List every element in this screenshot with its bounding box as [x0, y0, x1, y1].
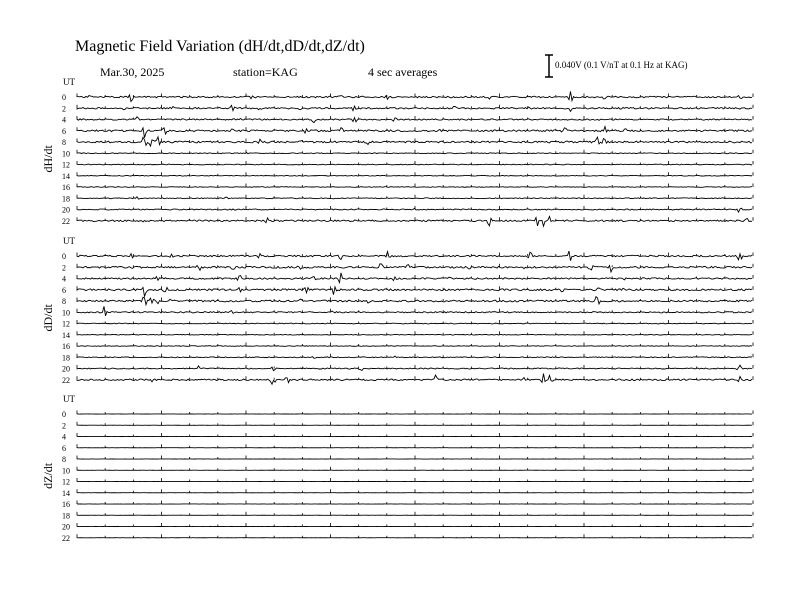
trace-line — [77, 306, 752, 316]
trace-line — [77, 216, 752, 226]
ut-label: UT — [63, 77, 75, 87]
hour-label: 8 — [62, 138, 66, 147]
trace-line — [77, 187, 752, 188]
hour-label: 10 — [62, 308, 70, 318]
hour-label: 10 — [62, 149, 70, 159]
hour-label: 22 — [62, 375, 70, 385]
hour-label: 18 — [62, 511, 70, 521]
panel-dD-dt — [41, 236, 753, 385]
hour-label: 14 — [62, 488, 70, 498]
component-label: dZ/dt — [41, 462, 55, 489]
component-label: dD/dt — [41, 304, 55, 332]
scale-bar — [545, 55, 553, 77]
hour-label: 2 — [62, 421, 66, 431]
hour-label: 6 — [62, 285, 66, 295]
averaging-label: 4 sec averages — [368, 65, 438, 79]
station-label: station=KAG — [233, 65, 298, 79]
component-label: dH/dt — [41, 145, 55, 173]
trace-line — [77, 117, 752, 123]
trace-line — [77, 137, 752, 146]
trace-line — [77, 164, 752, 165]
hour-label: 6 — [62, 443, 66, 453]
hour-label: 22 — [62, 533, 70, 543]
hour-label: 14 — [62, 171, 70, 181]
hour-label: 4 — [62, 115, 66, 125]
hour-label: 18 — [62, 353, 70, 363]
date-label: Mar.30, 2025 — [100, 65, 165, 79]
hour-label: 2 — [62, 104, 66, 114]
ut-label: UT — [63, 394, 75, 404]
trace-line — [77, 197, 752, 199]
hour-label: 2 — [62, 263, 66, 273]
hour-label: 4 — [62, 274, 66, 284]
trace-line — [77, 175, 752, 176]
trace-line — [77, 297, 752, 305]
trace-line — [77, 323, 752, 324]
hour-label: 10 — [62, 466, 70, 476]
trace-line — [77, 334, 752, 335]
hour-label: 20 — [62, 364, 70, 374]
hour-label: 0 — [62, 93, 66, 102]
trace-line — [77, 365, 752, 370]
trace-line — [77, 127, 752, 138]
hour-label: 16 — [62, 342, 70, 351]
hour-label: 20 — [62, 522, 70, 532]
hour-label: 12 — [62, 477, 70, 487]
trace-line — [77, 356, 752, 358]
trace-line — [77, 152, 752, 153]
ut-label: UT — [63, 236, 75, 246]
hour-label: 22 — [62, 216, 70, 226]
trace-line — [77, 208, 752, 212]
hour-label: 18 — [62, 194, 70, 204]
trace-line — [77, 287, 752, 296]
trace-line — [77, 251, 752, 261]
trace-line — [77, 91, 752, 101]
hour-label: 0 — [62, 410, 66, 419]
hour-label: 4 — [62, 432, 66, 442]
panel-dH-dt — [41, 77, 753, 226]
hour-label: 12 — [62, 319, 70, 329]
trace-line — [77, 105, 752, 111]
chart-title: Magnetic Field Variation (dH/dt,dD/dt,dZ/dt) — [75, 38, 365, 55]
hour-label: 16 — [62, 500, 70, 509]
hour-label: 6 — [62, 126, 66, 136]
hour-label: 14 — [62, 330, 70, 340]
panel-dZ-dt — [41, 394, 753, 543]
trace-line — [77, 264, 752, 272]
scale-note: 0.040V (0.1 V/nT at 0.1 Hz at KAG) — [555, 60, 688, 70]
trace-line — [77, 374, 752, 385]
hour-label: 8 — [62, 297, 66, 306]
hour-label: 0 — [62, 252, 66, 261]
trace-line — [77, 273, 752, 283]
hour-label: 16 — [62, 183, 70, 192]
hour-label: 12 — [62, 160, 70, 170]
hour-label: 20 — [62, 205, 70, 215]
trace-line — [77, 346, 752, 347]
hour-label: 8 — [62, 455, 66, 464]
